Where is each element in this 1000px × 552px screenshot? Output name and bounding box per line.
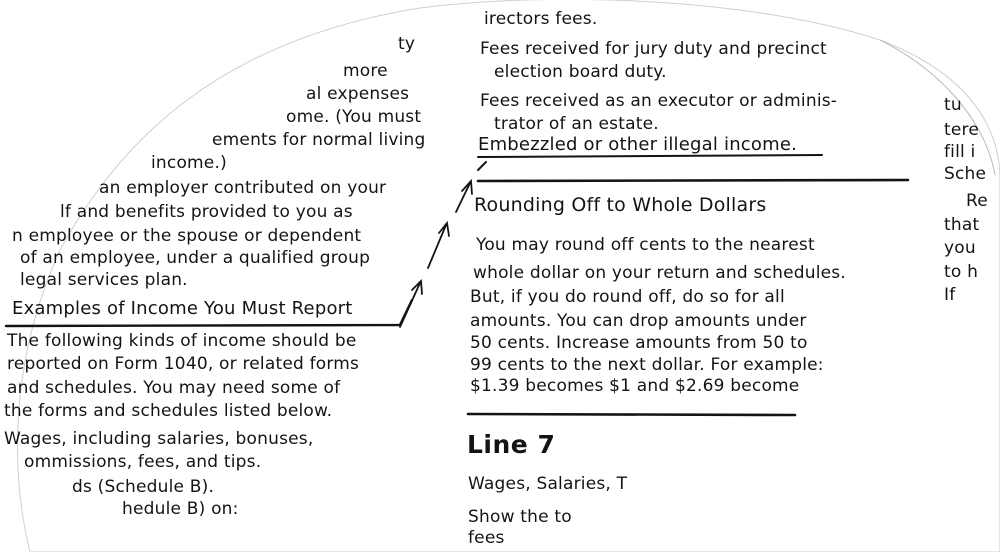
fees-text-line: election board duty. [494, 62, 667, 82]
income-examples-text-line: ds (Schedule B). [72, 477, 215, 497]
right-text-line: Re [966, 191, 988, 211]
left-text-line: n employee or the spouse or dependent [12, 226, 362, 246]
section-heading-rounding: Rounding Off to Whole Dollars [474, 194, 767, 216]
line-7-heading: Line 7 [467, 430, 556, 459]
left-text-line: ty [398, 34, 416, 54]
left-text-line: of an employee, under a qualified group [20, 248, 371, 268]
embezzled-income-item: Embezzled or other illegal income. [478, 134, 798, 155]
fees-text-line: Fees received for jury duty and precinct [480, 39, 827, 59]
rounding-text-line: 50 cents. Increase amounts from 50 to [470, 333, 808, 353]
rounding-text-line: amounts. You can drop amounts under [470, 311, 807, 331]
income-examples-text-line: The following kinds of income should be [7, 331, 357, 351]
rounding-text-line: 99 cents to the next dollar. For example: [470, 355, 824, 375]
right-text-line: If [944, 285, 956, 305]
income-examples-text-line: hedule B) on: [122, 499, 239, 519]
left-text-line: income.) [151, 153, 227, 173]
line-7-text-line: fees [468, 528, 505, 548]
right-text-line: fill i [944, 142, 976, 162]
left-text-line: legal services plan. [20, 270, 188, 290]
left-text-line: lf and benefits provided to you as [60, 202, 353, 222]
income-examples-text-line: ommissions, fees, and tips. [24, 452, 262, 472]
fees-text-line: trator of an estate. [494, 114, 659, 134]
left-text-line: ome. (You must [286, 107, 422, 127]
income-examples-text-line: and schedules. You may need some of [7, 378, 341, 398]
fees-text-line: Fees received as an executor or adminis- [480, 91, 838, 111]
right-text-line: tu [944, 95, 962, 115]
rounding-text-line: $1.39 becomes $1 and $2.69 become [470, 376, 800, 396]
left-text-line: more [343, 61, 388, 81]
rounding-text-line: You may round off cents to the nearest [476, 235, 815, 255]
income-examples-text-line: Wages, including salaries, bonuses, [4, 429, 314, 449]
right-text-line: tere [944, 120, 979, 140]
right-text-line: to h [944, 262, 979, 282]
line-7-text-line: Wages, Salaries, T [468, 474, 628, 494]
left-text-line: an employer contributed on your [99, 178, 387, 198]
right-text-line: that [944, 215, 980, 235]
income-examples-text-line: reported on Form 1040, or related forms [7, 354, 360, 374]
rounding-text-line: But, if you do round off, do so for all [470, 287, 785, 307]
section-heading-income-examples: Examples of Income You Must Report [12, 298, 353, 319]
rounding-text-line: whole dollar on your return and schedules. [473, 263, 846, 283]
left-text-line: al expenses [306, 84, 410, 104]
line-7-text-line: Show the to [468, 507, 572, 527]
right-text-line: Sche [944, 164, 987, 184]
left-text-line: ements for normal living [212, 130, 426, 150]
right-text-line: you [944, 238, 976, 258]
fees-text-line: irectors fees. [484, 9, 598, 29]
income-examples-text-line: the forms and schedules listed below. [4, 401, 333, 421]
